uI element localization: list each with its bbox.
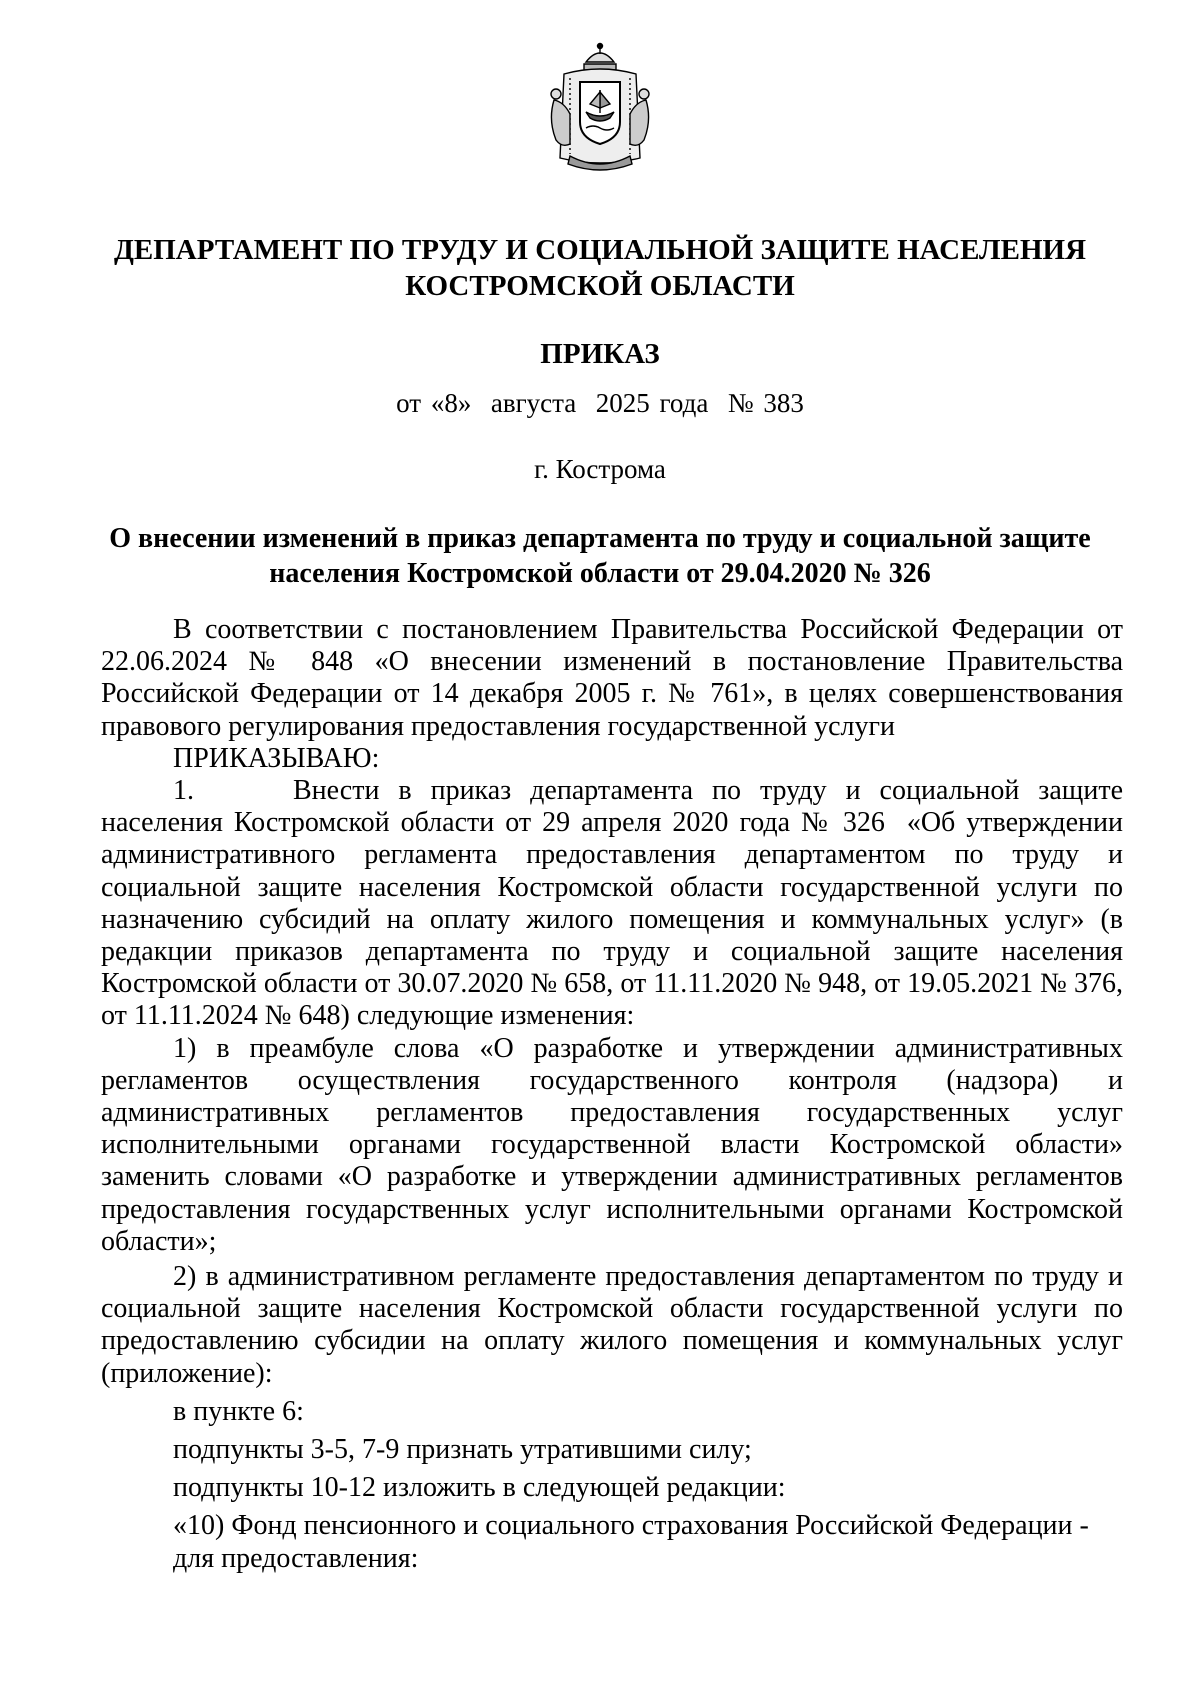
preamble-paragraph: В соответствии с постановлением Правительства Российской Федерации от 22.06.2024 № 848 «О внесении изменений в постановление Правительства Российской Федерации от 14 декабря 2005 г. № 761», в целях совершенствования правового регулирования предоставления государственной услуги [101,614,1123,742]
order-date-number: от «8» августа 2025 года № 383 [396,388,804,418]
item-1-number: 1. [173,775,194,807]
quote-10-line1: «10) Фонд пенсионного и социального страхования Российской Федерации - [173,1510,1089,1542]
organization-name-line2: КОСТРОМСКОЙ ОБЛАСТИ [405,270,795,302]
item-1-paragraph [101,775,1130,1033]
subitem-1-paragraph: 1) в преамбуле слова «О разработке и утверждении административных регламентов осуществления государственного контроля (надзора) и административных регламентов предоставления государственных услуг исполнительными органами государственной власти Костромской области» заменить словами «О разработке и утверждении административных регламентов предоставления государственных услуг исполнительными органами Костромской области»; [101,1032,1123,1257]
document-type: ПРИКАЗ [540,338,660,370]
subject-line1: О внесении изменений в приказ департамента по труду и социальной защите [109,523,1091,554]
document-body [101,614,1130,1575]
kostroma-coat-of-arms-icon [540,40,660,175]
document-subject [100,521,1100,591]
city: г. Кострома [534,454,666,484]
quote-10-line2: для предоставления: [173,1542,419,1574]
subject-line2: населения Костромской области от 29.04.2020 № 326 [269,558,931,589]
point-6-line: в пункте 6: [173,1395,304,1427]
organization-name [100,232,1100,304]
subpoints-new-line: подпункты 10-12 изложить в следующей редакции: [173,1472,786,1504]
item-1-text: Внести в приказ департамента по труду и социальной защите населения Костромской области от 29 апреля 2020 года № 326 «Об утверждении административного регламента предоставления департаментом по труду и социальной защите населения Костромской области государственной услуги по назначению субсидий на оплату жилого помещения и коммунальных услуг» (в редакции приказов департамента по труду и социальной защите населения Костромской области от 30.07.2020 № 658, от 11.11.2020 № 948, от 19.05.2021 № 376, от 11.11.2024 № 648) следующие изменения: [101,775,1130,1032]
organization-name-line1: ДЕПАРТАМЕНТ ПО ТРУДУ И СОЦИАЛЬНОЙ ЗАЩИТЕ НАСЕЛЕНИЯ [113,234,1087,266]
subpoints-void-line: подпункты 3-5, 7-9 признать утратившими силу; [173,1434,752,1466]
order-word: ПРИКАЗЫВАЮ: [173,742,380,774]
subitem-2-paragraph: 2) в административном регламенте предоставления департаментом по труду и социальной защите населения Костромской области государственной услуги по предоставлению субсидии на оплату жилого помещения и коммунальных услуг (приложение): [101,1261,1123,1389]
